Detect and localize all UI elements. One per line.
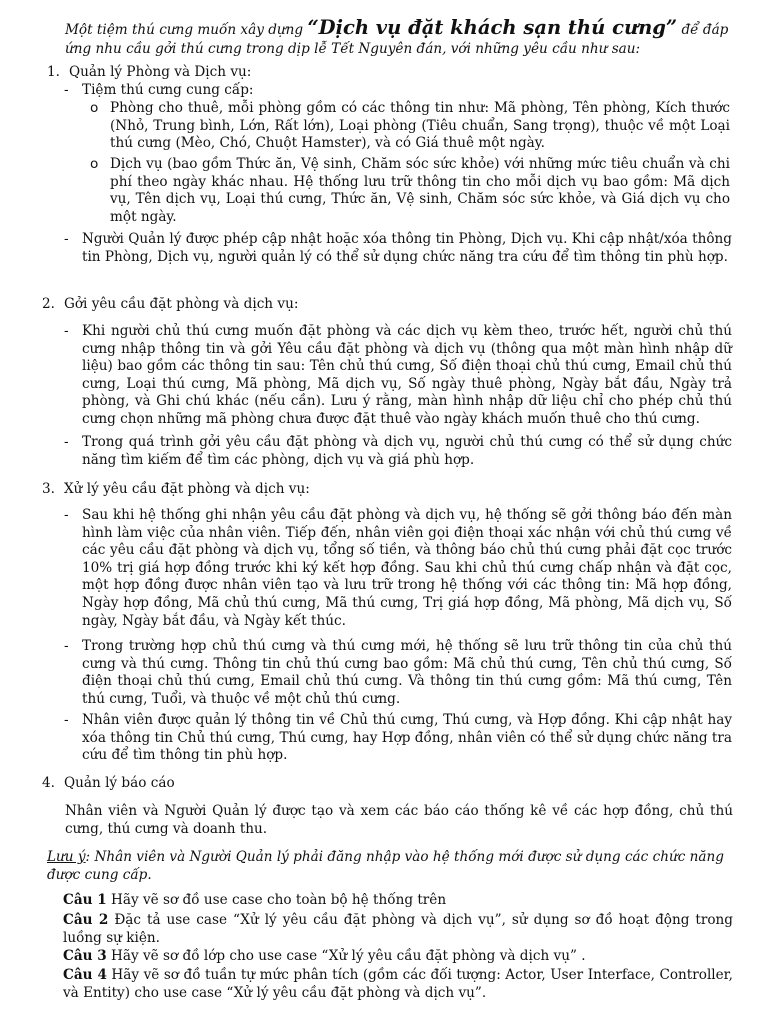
section-number: 2.	[42, 296, 55, 312]
dash-bullet: -	[64, 323, 69, 339]
dash-bullet: -	[64, 712, 69, 728]
dash-bullet: -	[64, 231, 69, 247]
question-label: Câu 2	[63, 912, 109, 928]
intro-pre: Một tiệm thú cưng muốn xây dựng	[65, 22, 308, 38]
intro-title: “Dịch vụ đặt khách sạn thú cưng”	[307, 16, 678, 39]
note	[47, 848, 727, 884]
question-3	[63, 948, 733, 966]
bullet-text: Khi người chủ thú cưng muốn đặt phòng và các dịch vụ kèm theo, trước hết, người chủ thú cưng nhập thông tin và gởi Yêu cầu đặt phòng và dịch vụ (thông qua một màn hình nhập dữ liệu) bao gồm các thông tin sau: Tên chủ thú cưng, Số điện thoại chủ thú cưng, Email chủ thú cưng, Loại thú cưng, Mã phòng, Mã dịch vụ, Số ngày thuê phòng, Ngày bắt đầu, Ngày trả phòng, và Ghi chú khác (nếu cần). Lưu ý rằng, màn hình nhập dữ liệu chỉ cho phép chủ thú cưng chọn những mã phòng chưa được đặt thuê vào ngày khách muốn thuê cho thú cưng.	[82, 323, 732, 427]
question-2	[63, 912, 733, 948]
section-3-bullet-new-customer	[64, 638, 732, 708]
intro-post: để đáp ứng nhu cầu gởi thú cưng trong dịp lễ Tết Nguyên đán, với những yêu cầu như sau:	[65, 22, 729, 57]
section-4-paragraph: Nhân viên và Người Quản lý được tạo và xem các báo cáo thống kê về các hợp đồng, chủ thú cưng, thú cưng và doanh thu.	[65, 803, 733, 837]
dash-bullet: -	[64, 434, 69, 450]
intro-paragraph	[65, 18, 735, 59]
sub-item-services	[90, 156, 730, 226]
question-label: Câu 1	[63, 892, 107, 908]
bullet-text: Trong trường hợp chủ thú cưng và thú cưng mới, hệ thống sẽ lưu trữ thông tin của chủ thú cưng và thú cưng. Thông tin chủ thú cưng bao gồm: Mã chủ thú cưng, Tên chủ thú cưng, Số điện thoại chủ thú cưng, Email chủ thú cưng. Và thông tin thú cưng gồm: Mã thú cưng, Tên thú cưng, Tuổi, và thuộc về một chủ thú cưng.	[82, 638, 732, 707]
section-1-bullet-provides	[64, 82, 732, 100]
bullet-text: Người Quản lý được phép cập nhật hoặc xóa thông tin Phòng, Dịch vụ. Khi cập nhật/xóa thông tin Phòng, Dịch vụ, người quản lý có thể sử dụng chức năng tra cứu để tìm thông tin phù hợp.	[82, 231, 732, 265]
section-2-heading	[42, 296, 298, 314]
sub-item-text: Dịch vụ (bao gồm Thức ăn, Vệ sinh, Chăm sóc sức khỏe) với những mức tiêu chuẩn và chi phí theo ngày khác nhau. Hệ thống lưu trữ thông tin cho mỗi dịch vụ bao gồm: Mã dịch vụ, Tên dịch vụ, Loại thú cưng, Thức ăn, Vệ sinh, Chăm sóc sức khỏe, và Giá dịch vụ cho một ngày.	[110, 156, 730, 225]
question-text: Hãy vẽ sơ đồ use case cho toàn bộ hệ thống trên	[106, 892, 447, 908]
bullet-text: Sau khi hệ thống ghi nhận yêu cầu đặt phòng và dịch vụ, hệ thống sẽ gởi thông báo đến màn hình làm việc của nhân viên. Tiếp đến, nhân viên gọi điện thoại xác nhận với chủ thú cưng về các yêu cầu đặt phòng và dịch vụ, tổng số tiền, và thông báo chủ thú cưng phải đặt cọc trước 10% trị giá hợp đồng trước khi ký kết hợp đồng. Sau khi chủ thú cưng chấp nhận và đặt cọc, một hợp đồng được nhân viên tạo và lưu trữ trong hệ thống với các thông tin: Mã hợp đồng, Ngày hợp đồng, Mã chủ thú cưng, Mã thú cưng, Trị giá hợp đồng, Mã phòng, Mã dịch vụ, Số ngày, Ngày bắt đầu, và Ngày kết thúc.	[82, 507, 732, 629]
circle-bullet: o	[90, 100, 99, 116]
section-4-heading	[42, 775, 175, 793]
section-3-heading	[42, 481, 310, 499]
question-text: Hãy vẽ sơ đồ tuần tự mức phân tích (gồm các đối tượng: Actor, User Interface, Controller, và Entity) cho use case “Xử lý yêu cầu đặt phòng và dịch vụ”.	[63, 967, 734, 1001]
bullet-text: Tiệm thú cưng cung cấp:	[82, 82, 254, 98]
question-label: Câu 3	[63, 948, 107, 964]
section-2-bullet-request	[64, 323, 732, 429]
section-2-bullet-search	[64, 434, 732, 469]
section-1-heading	[47, 64, 251, 82]
question-text: Đặc tả use case “Xử lý yêu cầu đặt phòng và dịch vụ”, sử dụng sơ đồ hoạt động trong luồng sự kiện.	[63, 912, 733, 946]
section-1-bullet-manager	[64, 231, 732, 266]
section-3-bullet-staff	[64, 712, 732, 765]
dash-bullet: -	[64, 82, 69, 98]
sub-item-text: Phòng cho thuê, mỗi phòng gồm có các thông tin như: Mã phòng, Tên phòng, Kích thước (Nhỏ, Trung bình, Lớn, Rất lớn), Loại phòng (Tiêu chuẩn, Sang trọng), thuộc về một Loại thú cưng (Mèo, Chó, Chuột Hamster), và có Giá thuê một ngày.	[110, 100, 730, 152]
bullet-text: Trong quá trình gởi yêu cầu đặt phòng và dịch vụ, người chủ thú cưng có thể sử dụng chức năng tìm kiếm để tìm các phòng, dịch vụ và giá phù hợp.	[82, 434, 732, 468]
section-number: 1.	[47, 64, 60, 80]
section-title: Gởi yêu cầu đặt phòng và dịch vụ:	[64, 296, 299, 312]
dash-bullet: -	[64, 638, 69, 654]
section-title: Xử lý yêu cầu đặt phòng và dịch vụ:	[64, 481, 310, 497]
note-text: : Nhân viên và Người Quản lý phải đăng nhập vào hệ thống mới được sử dụng các chức năng được cung cấp.	[47, 849, 724, 883]
dash-bullet: -	[64, 507, 69, 523]
section-title: Quản lý báo cáo	[64, 775, 175, 791]
section-title: Quản lý Phòng và Dịch vụ:	[69, 64, 252, 80]
sub-item-rooms	[90, 100, 730, 153]
note-label: Lưu ý	[47, 849, 86, 865]
section-number: 3.	[42, 481, 55, 497]
question-4	[63, 967, 733, 1003]
section-3-bullet-process	[64, 507, 732, 630]
question-1	[63, 892, 733, 910]
circle-bullet: o	[90, 156, 99, 172]
question-text: Hãy vẽ sơ đồ lớp cho use case “Xử lý yêu cầu đặt phòng và dịch vụ” .	[106, 948, 586, 964]
question-label: Câu 4	[63, 967, 107, 983]
section-number: 4.	[42, 775, 55, 791]
bullet-text: Nhân viên được quản lý thông tin về Chủ thú cưng, Thú cưng, và Hợp đồng. Khi cập nhật hay xóa thông tin Chủ thú cưng, Thú cưng, hay Hợp đồng, nhân viên có thể sử dụng chức năng tra cứu để tìm thông tin phù hợp.	[82, 712, 732, 764]
